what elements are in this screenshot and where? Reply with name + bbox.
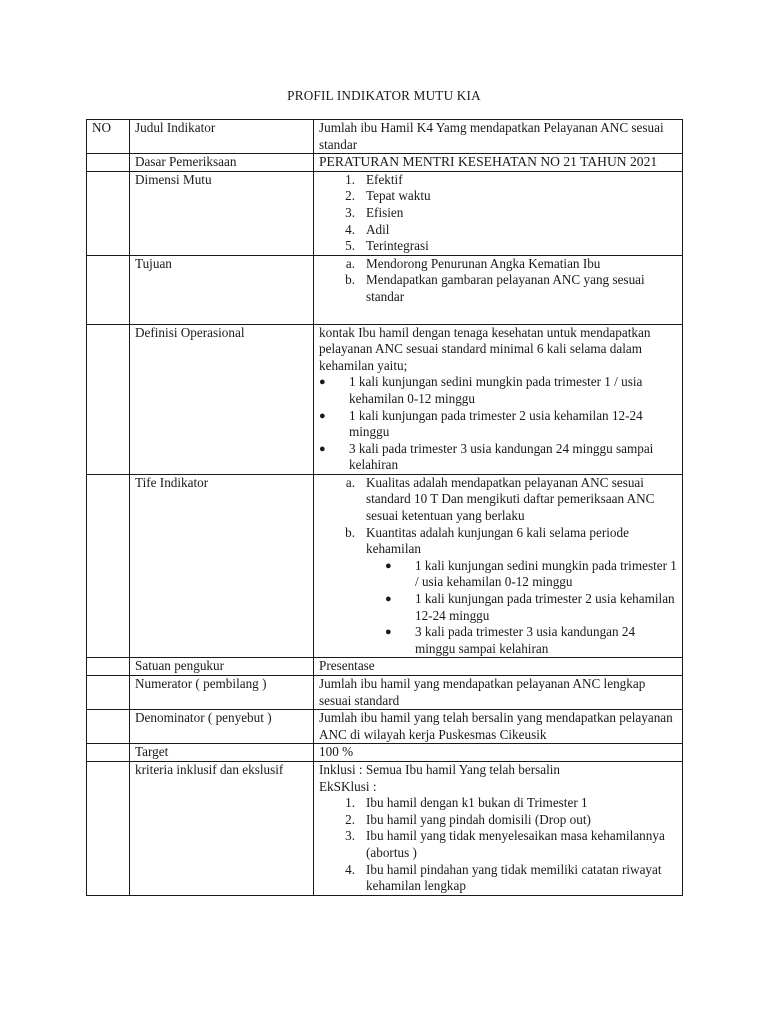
label-dasar-pemeriksaan: Dasar Pemeriksaan <box>130 154 314 172</box>
indicator-profile-table <box>86 119 683 896</box>
tife-list <box>319 475 678 558</box>
no-cell <box>87 324 130 474</box>
list-item <box>319 441 678 474</box>
no-cell <box>87 658 130 676</box>
list-text: 1 kali kunjungan sedini mungkin pada trimester 1 / usia kehamilan 0-12 minggu <box>349 374 643 406</box>
kriteria-inklusi: Inklusi : Semua Ibu hamil Yang telah bersalin <box>319 761 561 777</box>
list-item <box>319 188 678 205</box>
row-definisi-operasional <box>87 324 683 474</box>
list-item <box>385 591 678 624</box>
label-satuan-pengukur: Satuan pengukur <box>130 658 314 676</box>
no-cell <box>87 255 130 324</box>
dimensi-list <box>319 172 678 255</box>
value-dimensi-mutu <box>314 171 683 255</box>
no-cell <box>87 744 130 762</box>
list-item <box>319 272 678 305</box>
tujuan-list <box>319 256 678 306</box>
list-text: Mendorong Penurunan Angka Kematian Ibu <box>366 255 601 271</box>
list-text: Efisien <box>366 204 404 220</box>
list-marker: 2. <box>345 188 355 204</box>
label-numerator: Numerator ( pembilang ) <box>130 676 314 710</box>
list-text: 3 kali pada trimester 3 usia kandungan 24 minggu sampai kelahiran <box>415 624 636 656</box>
row-kriteria <box>87 761 683 895</box>
bullet-icon: ● <box>319 409 326 422</box>
bullet-icon: ● <box>385 593 392 606</box>
list-item <box>319 256 678 273</box>
list-text: Ibu hamil yang tidak menyelesaikan masa kehamilannya (abortus ) <box>366 828 665 860</box>
list-item <box>319 525 678 558</box>
definisi-bullet-list <box>319 374 678 474</box>
tife-sub-bullet-list <box>385 558 678 658</box>
value-target: 100 % <box>314 744 683 762</box>
value-dasar-pemeriksaan: PERATURAN MENTRI KESEHATAN NO 21 TAHUN 2021 <box>314 154 683 172</box>
label-tujuan: Tujuan <box>130 255 314 324</box>
list-text: Tepat waktu <box>366 188 431 204</box>
list-text: Adil <box>366 221 390 237</box>
list-text: 1 kali kunjungan pada trimester 2 usia kehamilan 12-24 minggu <box>349 407 643 440</box>
list-marker: 1. <box>345 171 355 187</box>
list-marker: 1. <box>345 795 355 811</box>
value-satuan-pengukur: Presentase <box>314 658 683 676</box>
value-definisi-operasional <box>314 324 683 474</box>
value-judul-indikator: Jumlah ibu Hamil K4 Yamg mendapatkan Pelayanan ANC sesuai standar <box>314 120 683 154</box>
list-text: Kuantitas adalah kunjungan 6 kali selama periode kehamilan <box>366 524 629 557</box>
label-judul-indikator: Judul Indikator <box>130 120 314 154</box>
list-item <box>319 374 678 407</box>
list-text: Kualitas adalah mendapatkan pelayanan ANC sesuai standard 10 T Dan mengikuti daftar pemeriksaan ANC sesuai ketentuan yang berlaku <box>366 474 655 524</box>
list-item <box>385 558 678 591</box>
bullet-icon: ● <box>319 376 326 389</box>
list-marker: b. <box>345 272 355 288</box>
list-item <box>319 475 678 525</box>
row-dimensi-mutu <box>87 171 683 255</box>
value-tife-indikator <box>314 474 683 658</box>
row-tife-indikator <box>87 474 683 658</box>
bullet-icon: ● <box>319 442 326 455</box>
label-kriteria: kriteria inklusif dan ekslusif <box>130 761 314 895</box>
label-target: Target <box>130 744 314 762</box>
list-item <box>319 222 678 239</box>
list-item <box>319 862 678 895</box>
list-item <box>319 172 678 189</box>
list-item <box>319 408 678 441</box>
eksklusi-list <box>319 795 678 895</box>
list-marker: a. <box>345 474 355 490</box>
list-item <box>319 812 678 829</box>
list-text: Mendapatkan gambaran pelayanan ANC yang sesuai standar <box>366 272 645 304</box>
row-target <box>87 744 683 762</box>
label-definisi-operasional: Definisi Operasional <box>130 324 314 474</box>
list-text: 1 kali kunjungan pada trimester 2 usia kehamilan 12-24 minggu <box>415 591 675 623</box>
list-marker: 4. <box>345 221 355 237</box>
document-title: PROFIL INDIKATOR MUTU KIA <box>287 88 481 103</box>
list-item <box>385 624 678 657</box>
value-denominator: Jumlah ibu hamil yang telah bersalin yang mendapatkan pelayanan ANC di wilayah kerja Puskesmas Cikeusik <box>314 710 683 744</box>
no-cell <box>87 710 130 744</box>
no-cell <box>87 154 130 172</box>
list-item <box>319 205 678 222</box>
list-text: Terintegrasi <box>366 238 429 254</box>
list-item <box>319 238 678 255</box>
list-text: Ibu hamil yang pindah domisili (Drop out) <box>366 811 591 827</box>
row-satuan-pengukur <box>87 658 683 676</box>
list-marker: 5. <box>345 238 355 254</box>
list-text: 3 kali pada trimester 3 usia kandungan 24 minggu sampai kelahiran <box>349 440 654 473</box>
no-cell <box>87 171 130 255</box>
no-cell <box>87 761 130 895</box>
label-tife-indikator: Tife Indikator <box>130 474 314 658</box>
row-judul-indikator <box>87 120 683 154</box>
label-dimensi-mutu: Dimensi Mutu <box>130 171 314 255</box>
no-cell <box>87 474 130 658</box>
bullet-icon: ● <box>385 626 392 639</box>
bullet-icon: ● <box>385 559 392 572</box>
value-tujuan <box>314 255 683 324</box>
row-denominator <box>87 710 683 744</box>
list-marker: 2. <box>345 811 355 827</box>
definisi-intro: kontak Ibu hamil dengan tenaga kesehatan untuk mendapatkan pelayanan ANC sesuai standard minimal 6 kali selama dalam kehamilan yaitu; <box>319 324 651 373</box>
list-item <box>319 828 678 861</box>
list-text: 1 kali kunjungan sedini mungkin pada trimester 1 / usia kehamilan 0-12 minggu <box>415 557 677 590</box>
value-kriteria <box>314 761 683 895</box>
no-cell <box>87 676 130 710</box>
list-text: Efektif <box>366 171 403 187</box>
list-marker: 3. <box>345 204 355 220</box>
list-item <box>319 795 678 812</box>
list-marker: b. <box>345 524 355 540</box>
list-marker: 3. <box>345 828 355 844</box>
label-denominator: Denominator ( penyebut ) <box>130 710 314 744</box>
list-text: Ibu hamil pindahan yang tidak memiliki catatan riwayat kehamilan lengkap <box>366 861 662 894</box>
row-numerator <box>87 676 683 710</box>
row-tujuan <box>87 255 683 324</box>
list-marker: a. <box>345 255 355 271</box>
value-numerator: Jumlah ibu hamil yang mendapatkan pelayanan ANC lengkap sesuai standard <box>314 676 683 710</box>
no-header-cell: NO <box>87 120 130 154</box>
list-marker: 4. <box>345 861 355 877</box>
row-dasar-pemeriksaan <box>87 154 683 172</box>
kriteria-eksklusi-label: EkSKlusi : <box>319 778 377 794</box>
list-text: Ibu hamil dengan k1 bukan di Trimester 1 <box>366 795 588 811</box>
